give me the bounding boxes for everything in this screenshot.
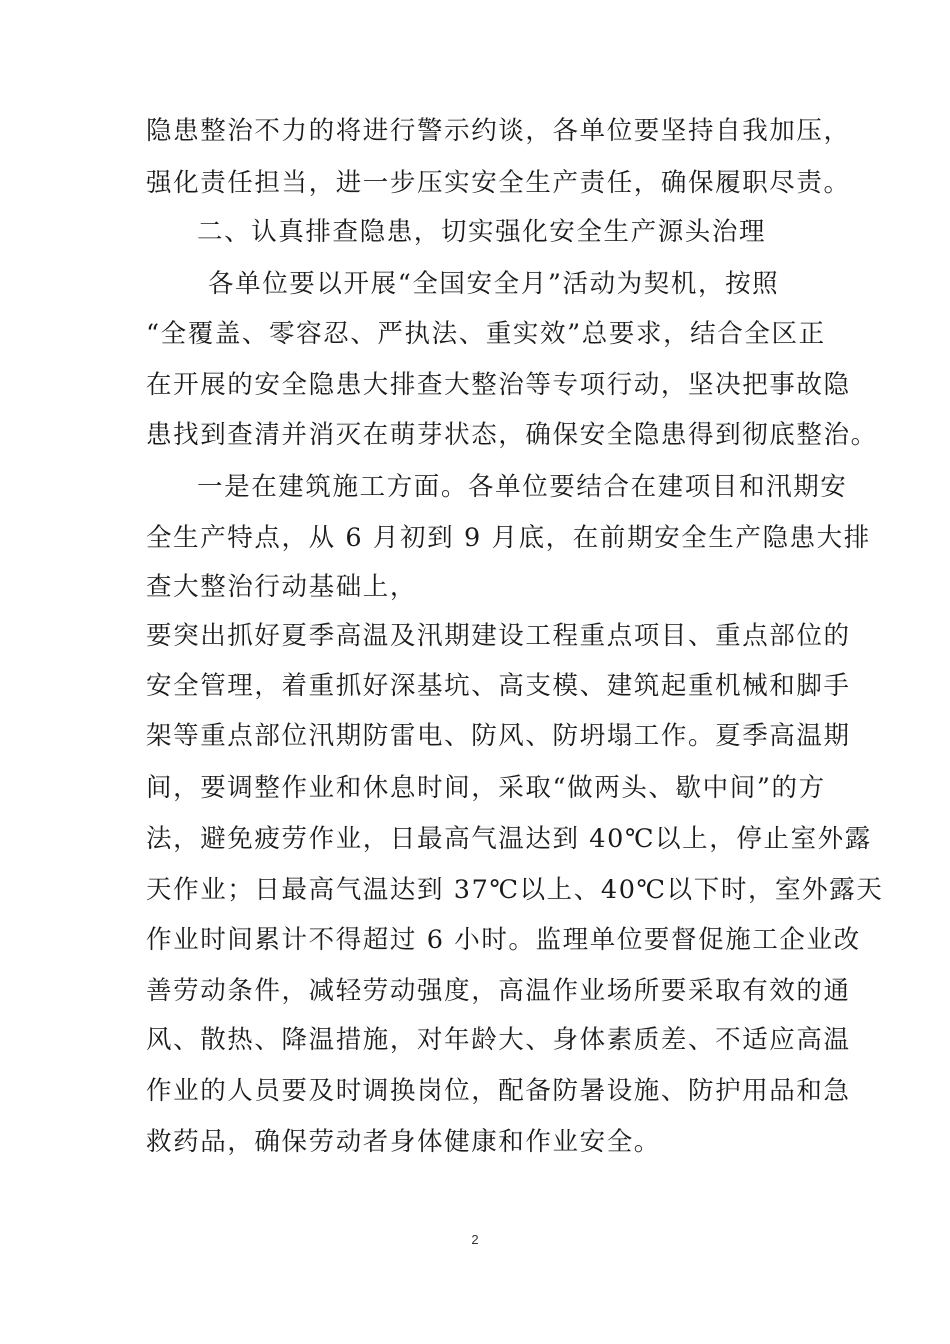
body-text-line: 各单位要以开展“全国安全月”活动为契机，按照 (208, 269, 780, 299)
body-text-line: 救药品，确保劳动者身体健康和作业安全。 (146, 1127, 661, 1157)
body-text-line: 风、散热、降温措施，对年龄大、身体素质差、不适应高温 (146, 1025, 851, 1055)
body-text-line: 善劳动条件，减轻劳动强度，高温作业场所要采取有效的通 (146, 976, 851, 1006)
body-text-line: 全生产特点，从 6 月初到 9 月底，在前期安全生产隐患大排 (146, 523, 871, 553)
page-number: 2 (471, 1232, 479, 1247)
body-text-line: 作业的人员要及时调换岗位，配备防暑设施、防护用品和急 (146, 1076, 851, 1106)
section-heading: 二、认真排查隐患，切实强化安全生产源头治理 (197, 217, 767, 247)
body-text-line: 天作业；日最高气温达到 37℃以上、40℃以下时，室外露天 (146, 875, 884, 905)
body-text-line: 查大整治行动基础上， (146, 572, 418, 602)
body-text-line: 要突出抓好夏季高温及汛期建设工程重点项目、重点部位的 (146, 621, 851, 651)
body-text-line: 作业时间累计不得超过 6 小时。监理单位要督促施工企业改 (146, 925, 861, 955)
body-text-line: 架等重点部位汛期防雷电、防风、防坍塌工作。夏季高温期 (146, 721, 851, 751)
body-text-line: 隐患整治不力的将进行警示约谈，各单位要坚持自我加压， (146, 116, 851, 146)
body-text-line: 安全管理，着重抓好深基坑、高支模、建筑起重机械和脚手 (146, 671, 851, 701)
body-text-line: 在开展的安全隐患大排查大整治等专项行动，坚决把事故隐 (146, 370, 851, 400)
body-text-line: 一是在建筑施工方面。各单位要结合在建项目和汛期安 (197, 472, 848, 502)
body-text-line: 法，避免疲劳作业，日最高气温达到 40℃以上，停止室外露 (146, 824, 872, 854)
body-text-line: 强化责任担当，进一步压实安全生产责任，确保履职尽责。 (146, 168, 851, 198)
body-text-line: 间，要调整作业和休息时间，采取“做两头、歇中间”的方 (146, 773, 826, 803)
body-text-line: 患找到查清并消灭在萌芽状态，确保安全隐患得到彻底整治。 (146, 420, 878, 450)
body-text-line: “全覆盖、零容忍、严执法、重实效”总要求，结合全区正 (146, 319, 826, 349)
